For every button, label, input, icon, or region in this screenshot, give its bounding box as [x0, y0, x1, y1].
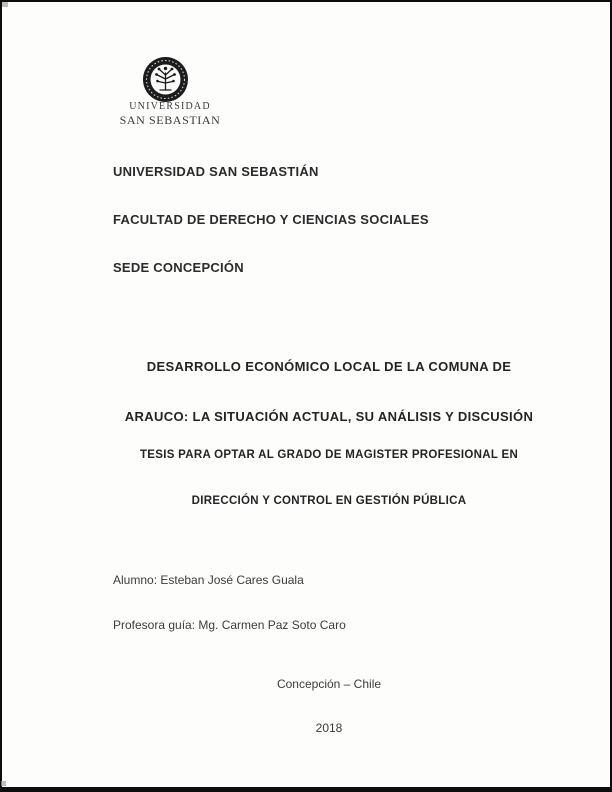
wordmark-line1: UNIVERSIDAD [129, 101, 211, 112]
scan-edge-top [0, 0, 612, 2]
degree-subtitle-line2: DIRECCIÓN Y CONTROL EN GESTIÓN PÚBLICA [191, 495, 467, 507]
degree-subtitle-line1: TESIS PARA OPTAR AL GRADO DE MAGISTER PROFESIONAL EN [139, 449, 519, 461]
thesis-title-line1: DESARROLLO ECONÓMICO LOCAL DE LA COMUNA DE [146, 359, 512, 374]
institution-header [113, 136, 553, 304]
scan-speck-top-left [2, 2, 8, 7]
university-seal-icon [142, 56, 189, 103]
credits [113, 546, 513, 659]
campus-name-line: SEDE CONCEPCIÓN [113, 260, 244, 275]
year-line: 2018 [315, 721, 343, 735]
place-line: Concepción – Chile [276, 677, 382, 691]
scan-edge-bottom [0, 787, 612, 792]
degree-subtitle [98, 421, 560, 536]
university-name-line: UNIVERSIDAD SAN SEBASTIÁN [113, 164, 319, 179]
thesis-title-line2: ARAUCO: LA SITUACIÓN ACTUAL, SU ANÁLISIS Y DISCUSIÓN [124, 409, 534, 424]
wordmark-line2: SAN SEBASTIAN [119, 113, 221, 127]
place-year-footer [98, 651, 560, 761]
scan-edge-left [0, 0, 2, 792]
advisor-line: Profesora guía: Mg. Carmen Paz Soto Caro [113, 617, 346, 632]
student-line: Alumno: Esteban José Cares Guala [113, 572, 304, 587]
faculty-name-line: FACULTAD DE DERECHO Y CIENCIAS SOCIALES [113, 212, 429, 227]
scan-speck-bottom-left [1, 781, 6, 786]
university-wordmark [106, 101, 234, 126]
